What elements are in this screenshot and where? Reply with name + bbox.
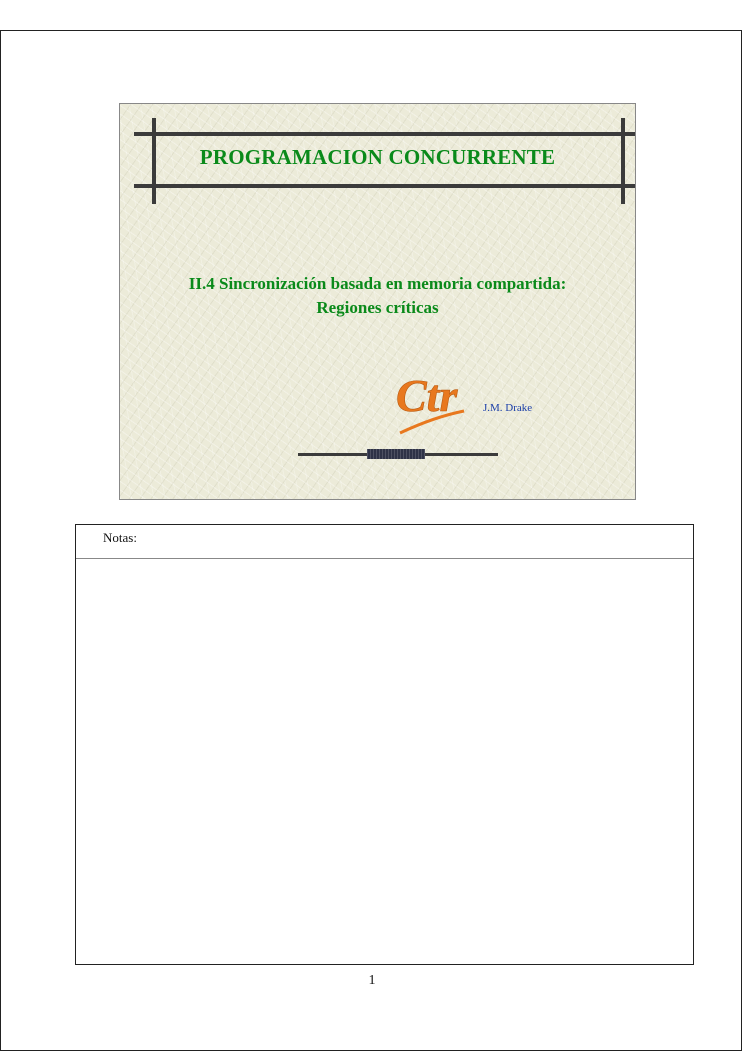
- page-number: 1: [368, 973, 376, 988]
- slide-subtitle: [120, 272, 635, 320]
- slide-thumbnail: [119, 103, 636, 500]
- ctr-logo-text: Ctr: [396, 370, 458, 421]
- title-frame-top-bar: [134, 132, 636, 136]
- notes-label: Notas:: [103, 530, 137, 545]
- notes-header: [76, 525, 693, 559]
- slide-bottom-block: [367, 449, 425, 459]
- title-frame-bottom-bar: [134, 184, 636, 188]
- slide-subtitle-line-2: Regiones críticas: [316, 298, 439, 317]
- slide-subtitle-line-1: II.4 Sincronización basada en memoria compartida:: [188, 274, 567, 293]
- ctr-logo: [394, 359, 479, 439]
- slide-title: PROGRAMACION CONCURRENTE: [199, 145, 556, 169]
- notes-box: [75, 524, 694, 965]
- notes-body[interactable]: [76, 559, 693, 964]
- slide-author: J.M. Drake: [483, 402, 533, 414]
